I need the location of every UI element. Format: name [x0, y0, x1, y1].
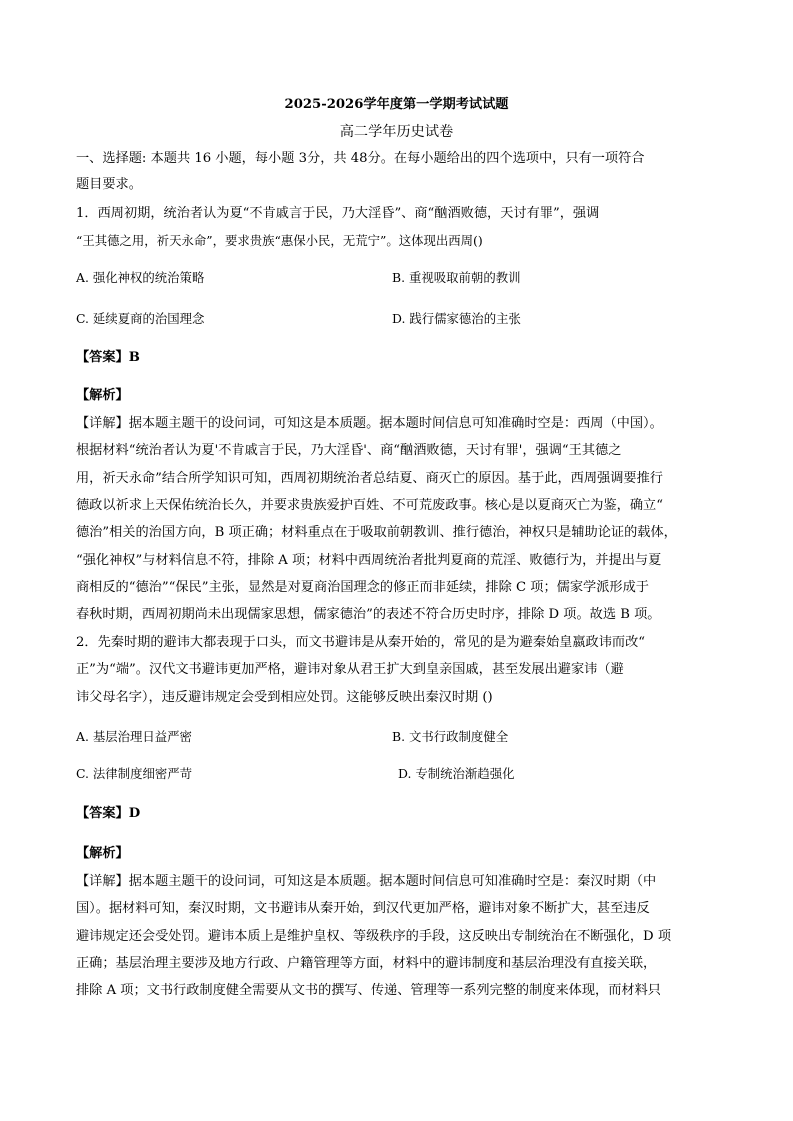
- q2-explanation-line: 避讳规定还会受处罚。避讳本质上是维护皇权、等级秩序的手段，这反映出专制统治在不断强化，D 项: [76, 929, 672, 944]
- q2-stem-line2: 正”为“端”。汉代文书避讳更加严格，避讳对象从君王扩大到皇亲国戚，甚至发展出避家讳（避: [76, 662, 624, 677]
- q2-option-d: D. 专制统治渐趋强化: [398, 766, 515, 781]
- q1-explanation-line: “强化神权”与材料信息不符，排除 A 项；材料中西周统治者批判夏商的荒淫、败德行为，并提出与夏: [76, 553, 662, 568]
- q2-explanation-line: 【详解】据本题主题干的设问词，可知这是本质题。据本题时间信息可知准确时空是：秦汉时期（中: [76, 874, 657, 889]
- q1-stem-line1: 1．西周初期，统治者认为夏“不肯戚言于民，乃大淫昏”、商“酗酒败德，天讨有罪”，强调: [76, 206, 600, 221]
- q2-stem-line3: 讳父母名字），违反避讳规定会受到相应处罚。这能够反映出秦汉时期 (): [76, 690, 493, 705]
- q1-answer: 【答案】B: [76, 350, 140, 365]
- q2-answer: 【答案】D: [76, 806, 141, 821]
- q1-option-c: C. 延续夏商的治国理念: [76, 311, 205, 326]
- q2-option-b: B. 文书行政制度健全: [392, 729, 509, 744]
- q1-explanation-line: 根据材料“统治者认为夏'不肯戚言于民，乃大淫昏'、商“酗酒败德，天讨有罪'，强调“王其德之: [76, 443, 622, 458]
- q1-explanation-line: 德治”相关的治国方向，B 项正确；材料重点在于吸取前朝教训、推行德治，神权只是辅助论证的载体，: [76, 525, 677, 540]
- q1-explanation-line: 德政以祈求上天保佑统治长久，并要求贵族爱护百姓、不可荒废政事。核心是以夏商灭亡为鉴，确立“: [76, 498, 663, 513]
- exam-title: 2025-2026学年度第一学期考试试题: [284, 97, 509, 112]
- q1-option-d: D. 践行儒家德治的主张: [392, 311, 521, 326]
- q1-analysis-label: 【解析】: [76, 388, 129, 403]
- q2-explanation-line: 排除 A 项；文书行政制度健全需要从文书的撰写、传递、管理等一系列完整的制度来体现，而材料只: [76, 983, 661, 998]
- q2-option-a: A. 基层治理日益严密: [76, 729, 192, 744]
- q2-explanation-line: 正确；基层治理主要涉及地方行政、户籍管理等方面，材料中的避讳制度和基层治理没有直接关联，: [76, 956, 657, 971]
- q1-option-a: A. 强化神权的统治策略: [76, 270, 205, 285]
- q2-explanation-line: 国）。据材料可知，秦汉时期，文书避讳从秦开始，到汉代更加严格，避讳对象不断扩大，甚至违反: [76, 901, 650, 916]
- q1-option-b: B. 重视吸取前朝的教训: [392, 270, 521, 285]
- section-instruction-line1: 一、选择题: 本题共 16 小题，每小题 3分，共 48分。在每小题给出的四个选项中，只有一项符合: [76, 151, 645, 166]
- q1-explanation-line: 用，祈天永命”结合所学知识可知，西周初期统治者总结夏、商灭亡的原因。基于此，西周强调要推行: [76, 471, 663, 486]
- q1-explanation-line: 春秋时期，西周初期尚未出现儒家思想，儒家德治”的表述不符合历史时序，排除 D 项。故选 B 项。: [76, 607, 661, 622]
- section-instruction-line2: 题目要求。: [76, 177, 142, 192]
- q2-option-c: C. 法律制度细密严苛: [76, 766, 193, 781]
- q2-stem-line1: 2．先秦时期的避讳大都表现于口头，而文书避讳是从秦开始的，常见的是为避秦始皇嬴政讳而改“: [76, 635, 646, 650]
- q2-analysis-label: 【解析】: [76, 846, 129, 861]
- exam-subtitle: 高二学年历史试卷: [339, 124, 454, 140]
- q1-explanation-line: 【详解】据本题主题干的设问词，可知这是本质题。据本题时间信息可知准确时空是：西周（中国）。: [76, 416, 663, 431]
- q1-stem-line2: “王其德之用，祈天永命”，要求贵族“惠保小民，无荒宁”。这体现出西周(): [76, 233, 483, 248]
- q1-explanation-line: 商相反的“德治”“保民”主张，显然是对夏商治国理念的修正而非延续，排除 C 项；儒家学派形成于: [76, 580, 649, 595]
